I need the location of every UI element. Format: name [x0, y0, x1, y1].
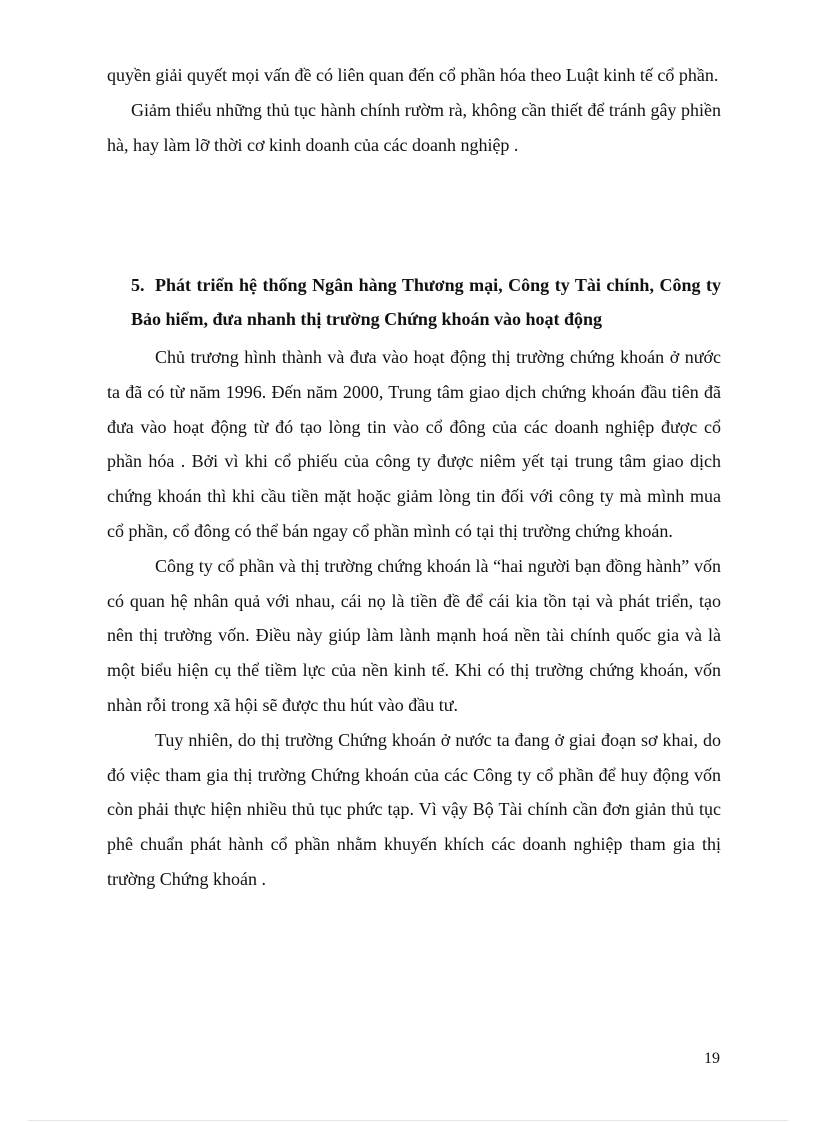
body-paragraph-stock-market-history: Chủ trương hình thành và đưa vào hoạt động thị trường chứng khoán ở nước ta đã có từ năm 1996. Đến năm 2000, Trung tâm giao dịch chứng khoán đầu tiên đã đưa vào hoạt động từ đó tạo lòng tin vào cổ đông của các doanh nghiệp được cổ phần hóa . Bởi vì khi cổ phiếu của công ty được niêm yết tại trung tâm giao dịch chứng khoán thì khi cầu tiền mặt hoặc giảm lòng tin đối với công ty mà mình mua cổ phần, cổ đông có thể bán ngay cổ phần mình có tại thị trường chứng khoán. — [107, 347, 721, 541]
section-body — [107, 340, 721, 897]
body-paragraph-recommendation: Tuy nhiên, do thị trường Chứng khoán ở nước ta đang ở giai đoạn sơ khai, do đó việc tham gia thị trường Chứng khoán của các Công ty cổ phần để huy động vốn còn phải thực hiện nhiều thủ tục phức tạp. Vì vậy Bộ Tài chính cần đơn giản thủ tục phê chuẩn phát hành cổ phần nhằm khuyến khích các doanh nghiệp tham gia thị trường Chứng khoán . — [107, 729, 721, 889]
section-title: Phát triển hệ thống Ngân hàng Thương mại, Công ty Tài chính, Công ty Bảo hiểm, đưa nhanh thị trường Chứng khoán vào hoạt động — [131, 275, 721, 329]
intro-text — [107, 58, 721, 162]
body-paragraph-companion-relationship: Công ty cổ phần và thị trường chứng khoán là “hai người bạn đồng hành” vốn có quan hệ nhân quả với nhau, cái nọ là tiền đề để cái kia tồn tại và phát triển, tạo nên thị trường vốn. Điều này giúp làm lành mạnh hoá nền tài chính quốc gia và là một biểu hiện cụ thể tiềm lực của nền kinh tế. Khi có thị trường chứng khoán, vốn nhàn rỗi trong xã hội sẽ được thu hút vào đầu tư. — [107, 555, 721, 715]
page-number: 19 — [704, 1050, 720, 1067]
section-number: 5. — [131, 275, 145, 295]
intro-paragraph-continued: quyền giải quyết mọi vấn đề có liên quan đến cổ phần hóa theo Luật kinh tế cổ phần. — [107, 65, 719, 85]
footer-divider — [28, 1120, 788, 1121]
section-heading — [131, 268, 721, 336]
intro-paragraph-simplify-procedures: Giảm thiểu những thủ tục hành chính rườm rà, không cần thiết để tránh gây phiền hà, hay làm lỡ thời cơ kinh doanh của các doanh nghiệp . — [107, 99, 721, 155]
